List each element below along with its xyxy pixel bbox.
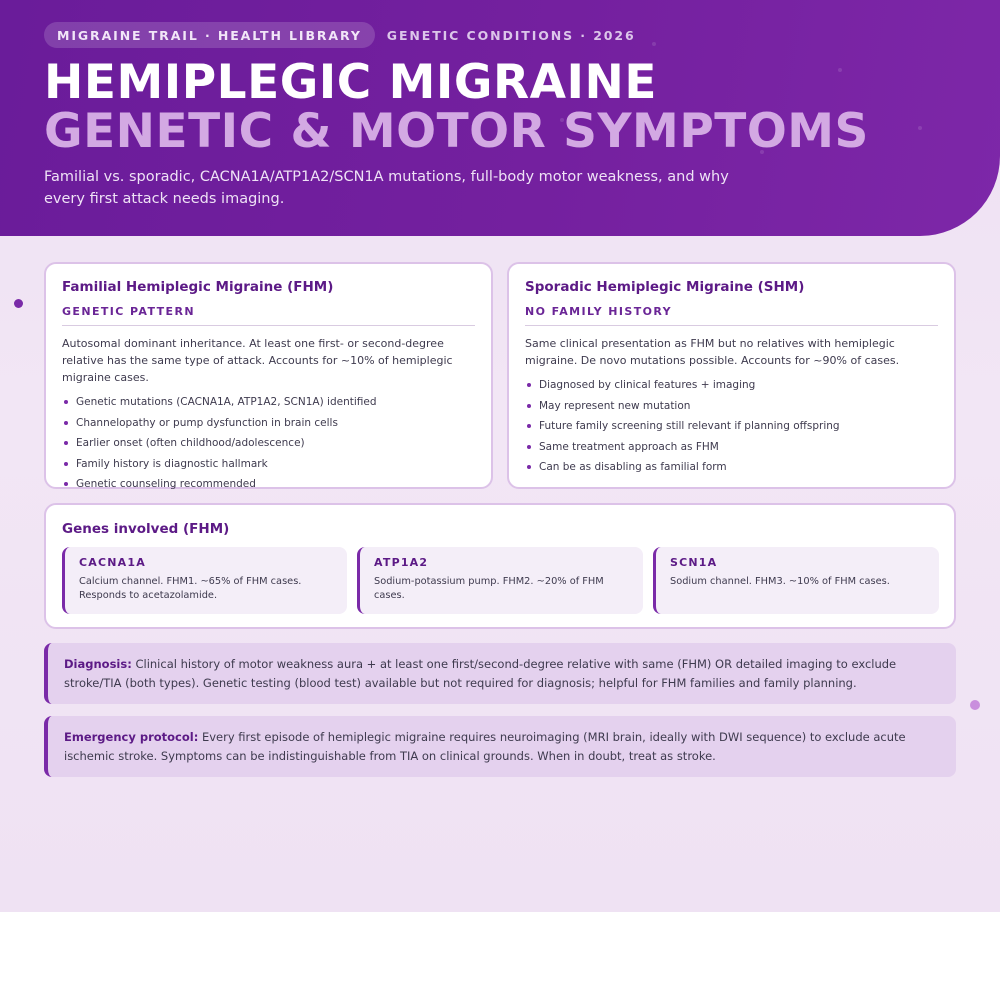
list-item: Genetic mutations (CACNA1A, ATP1A2, SCN1A) identified xyxy=(62,395,475,409)
gene-tile-scn1a xyxy=(653,547,939,614)
shm-card-eyebrow: NO FAMILY HISTORY xyxy=(525,305,938,326)
diagnosis-label: Diagnosis: xyxy=(64,657,132,671)
gene-name: ATP1A2 xyxy=(374,556,429,569)
list-item: Same treatment approach as FHM xyxy=(525,440,938,454)
gene-tile-atp1a2 xyxy=(357,547,643,614)
page-title: HEMIPLEGIC MIGRAINE xyxy=(44,55,657,110)
genes-card-title: Genes involved (FHM) xyxy=(62,521,230,537)
decorative-dot xyxy=(14,299,23,308)
diagnosis-text: Clinical history of motor weakness aura + at least one first/second-degree relative with same (FHM) OR detailed imaging to exclude stroke/TIA (both types). Genetic testing (blood test) available but not required for diagnosis; helpful for FHM families and family planning. xyxy=(64,657,897,690)
shm-card-description: Same clinical presentation as FHM but no relatives with hemiplegic migraine. De novo mutations possible. Accounts for ~90% of cases. xyxy=(525,337,900,367)
list-item: Channelopathy or pump dysfunction in brain cells xyxy=(62,416,475,430)
list-item: Can be as disabling as familial form xyxy=(525,460,938,474)
fhm-card xyxy=(44,262,493,489)
shm-card-title: Sporadic Hemiplegic Migraine (SHM) xyxy=(525,279,805,295)
shm-bullet-list xyxy=(525,378,938,474)
shm-card xyxy=(507,262,956,489)
fhm-card-description: Autosomal dominant inheritance. At least one first- or second-degree relative has the same type of attack. Accounts for ~10% of hemiplegic migraine cases. xyxy=(62,337,453,384)
emergency-text: Every first episode of hemiplegic migraine requires neuroimaging (MRI brain, ideally with DWI sequence) to exclude acute ischemic stroke. Symptoms can be indistinguishable from TIA on clinical grounds. When in doubt, treat as stroke. xyxy=(64,730,906,763)
gene-tile-cacna1a xyxy=(62,547,347,614)
kicker-row xyxy=(44,22,636,48)
genes-card xyxy=(44,503,956,629)
hero-header xyxy=(0,0,1000,236)
gene-name: SCN1A xyxy=(670,556,718,569)
kicker-pill: MIGRAINE TRAIL · HEALTH LIBRARY xyxy=(44,22,375,48)
gene-name: CACNA1A xyxy=(79,556,146,569)
fhm-card-eyebrow: GENETIC PATTERN xyxy=(62,305,475,326)
emergency-callout xyxy=(44,716,956,777)
decorative-dot xyxy=(918,126,922,130)
list-item: May represent new mutation xyxy=(525,399,938,413)
emergency-label: Emergency protocol: xyxy=(64,730,199,744)
decorative-dot xyxy=(652,42,656,46)
list-item: Earlier onset (often childhood/adolescence) xyxy=(62,436,475,450)
decorative-dot xyxy=(970,700,980,710)
gene-description: Sodium-potassium pump. FHM2. ~20% of FHM cases. xyxy=(374,576,604,601)
list-item: Diagnosed by clinical features + imaging xyxy=(525,378,938,392)
fhm-card-title: Familial Hemiplegic Migraine (FHM) xyxy=(62,279,334,295)
page-title-highlight: GENETIC & MOTOR SYMPTOMS xyxy=(44,104,869,159)
gene-description: Sodium channel. FHM3. ~10% of FHM cases. xyxy=(670,576,890,587)
list-item: Future family screening still relevant if planning offspring xyxy=(525,419,938,433)
decorative-dot xyxy=(838,68,842,72)
list-item: Family history is diagnostic hallmark xyxy=(62,457,475,471)
fhm-bullet-list xyxy=(62,395,475,491)
gene-description: Calcium channel. FHM1. ~65% of FHM cases. Responds to acetazolamide. xyxy=(79,576,302,601)
diagnosis-callout xyxy=(44,643,956,704)
kicker-meta: GENETIC CONDITIONS · 2026 xyxy=(386,27,636,43)
list-item: Genetic counseling recommended xyxy=(62,477,475,491)
page-subtitle: Familial vs. sporadic, CACNA1A/ATP1A2/SCN1A mutations, full-body motor weakness, and why every first attack needs imaging. xyxy=(44,169,729,207)
